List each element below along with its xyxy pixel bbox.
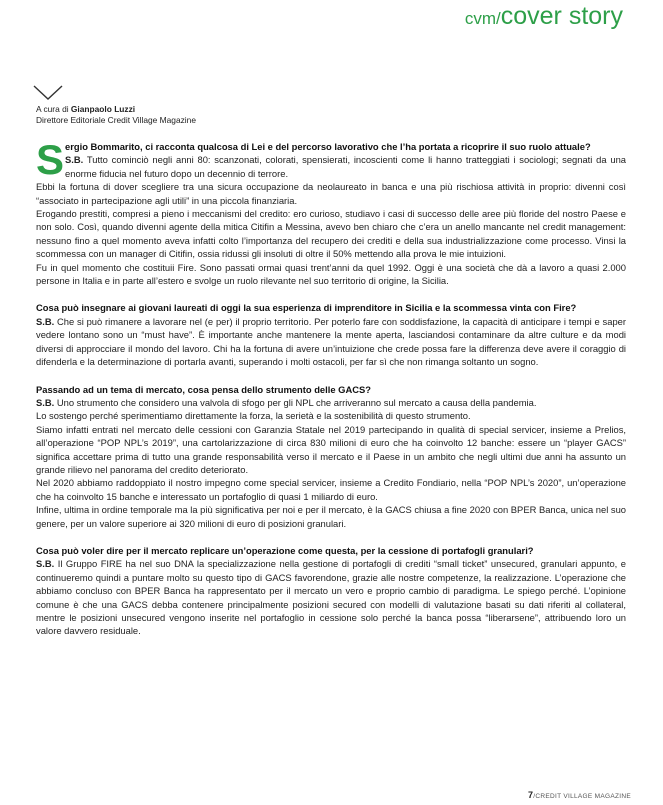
chevron-down-icon (33, 85, 63, 101)
byline-prefix: A cura di (36, 104, 71, 114)
answer-label: S.B. (36, 558, 55, 570)
intro-answer-paragraph (36, 153, 626, 180)
byline (36, 104, 196, 126)
intro-question-text: ergio Bommarito, ci racconta qualcosa di Lei e del percorso lavorativo che l’ha portata a ricoprire il suo ruolo attuale? (65, 141, 591, 152)
answer-label: S.B. (36, 396, 55, 408)
page-number: 7 (527, 790, 534, 800)
article-body (36, 136, 626, 638)
question: Cosa può insegnare ai giovani laureati di oggi la sua esperienza di imprenditore in Sicilia e la scommessa vinta con Fire? (36, 302, 577, 314)
brand-label: cvm/ (464, 9, 501, 28)
question: Passando ad un tema di mercato, cosa pensa dello strumento delle GACS? (36, 383, 371, 395)
intro-answer-paragraph: Fu in quel momento che costituii Fire. Sono passati ormai quasi trent’anni da quel 1992. Oggi è una società che dà a lavoro a quasi 2.000 persone in Italia e in parte all’estero e svolge un ruolo rilevante nel suo territorio di origine, la Sicilia. (36, 261, 626, 287)
byline-author: Gianpaolo Luzzi (70, 104, 136, 114)
answer-paragraph: Siamo infatti entrati nel mercato delle cessioni con Garanzia Statale nel 2019 partecipando in qualità di special servicer, insieme a Prelios, all’operazione “POP NPL’s 2019”, una cartolarizzazione di circa 830 milioni di euro che ha coinvolto 12 banche: essere un “player GACS” significa accettare prima di tutto una grande responsabilità verso il mercato e il Paese in un ambito che negli ultimi due anni ha assunto un grande rilievo nel panorama del credito deteriorato. (36, 423, 626, 475)
drop-cap: S (36, 136, 65, 183)
answer-label: S.B. (36, 315, 55, 327)
answer-paragraph (36, 396, 626, 409)
section-title: cover story (500, 2, 623, 30)
qa-block (36, 544, 626, 638)
intro-answer-paragraph: Erogando prestiti, compresi a pieno i meccanismi del credito: ero curioso, studiavo i casi di successo delle aree più floride del nostro Paese e non solo. Così, quando divenni agente della mitica Citifin a Messina, avevo ben chiaro che c’era un anello mancante nel credit management: nessuno fino a quel momento aveva infatti colto l’importanza del recupero dei crediti e della sua industrializzazione come processo. Vinsi la scommessa con un manager di Citifin, ossia ridussi gli insoluti di oltre il 50% mettendo alla prova le mie intuizioni. (36, 208, 626, 260)
qa-block (36, 301, 626, 368)
answer-label: S.B. (65, 154, 84, 166)
magazine-name: /CREDIT VILLAGE MAGAZINE (533, 793, 631, 800)
intro-answer-text: Tutto cominciò negli anni 80: scanzonati, colorati, spensierati, incoscienti come li hanno tratteggiati i sociologi; segnati da una enorme fiducia nel futuro dopo un decennio di terrore. (65, 154, 626, 179)
answer-paragraph: Infine, ultima in ordine temporale ma la più significativa per noi e per il mercato, è la GACS chiusa a fine 2020 con BPER Banca, unica nel suo genere, per un valore superiore ai 320 milioni di euro di posizioni granulari. (36, 504, 626, 529)
answer-text: Uno strumento che considero una valvola di sfogo per gli NPL che arriveranno sul mercato a causa della pandemia. (54, 396, 537, 408)
question: Cosa può voler dire per il mercato replicare un’operazione come questa, per la cessione di portafogli granulari? (36, 544, 534, 556)
section-header (465, 2, 623, 31)
answer-text: Che si può rimanere a lavorare nel (e per) il proprio territorio. Per poterlo fare con soddisfazione, la capacità di anticipare i tempi e saper vedere lontano sono un “must have”. È importante anche mantenere la mente aperta, lasciandosi contaminare da altre culture e da modi diversi di approcciare il mondo del lavoro. Chi ha la fortuna di avere un’intuizione che crede possa fare la differenza deve avere il coraggio di difenderla e la determinazione di portarla avanti, superando i molti ostacoli, per far sì che non rimanga soltanto un sogno. (36, 315, 626, 368)
answer-paragraph (36, 315, 626, 369)
page-footer (528, 790, 631, 800)
answer-paragraph: Nel 2020 abbiamo raddoppiato il nostro impegno come special servicer, insieme a Credito Fondiario, nella “POP NPL’s 2020”, un’operazione che ha coinvolto 15 banche e interessato un portafoglio di quasi 1 miliardo di euro. (36, 477, 626, 502)
byline-role: Direttore Editoriale Credit Village Magazine (36, 115, 196, 125)
qa-block (36, 383, 626, 530)
answer-paragraph: Lo sostengo perché sperimentiamo direttamente la forza, la serietà e la sostenibilità di questo strumento. (36, 410, 471, 422)
answer-paragraph (36, 557, 626, 637)
answer-text: Il Gruppo FIRE ha nel suo DNA la specializzazione nella gestione di portafogli di crediti “small ticket” unsecured, granulari appunto, e continueremo quindi a puntare molto su questo tipo di GACS favorendone, grazie alle nostre competenze, la realizzazione. L’operazione che abbiamo concluso con BPER Banca ha rappresentato per il mercato un vero e proprio cambio di paradigma. Le spiego perché. L’opinione comune è che una GACS debba contenere principalmente posizioni secured con modelli di valutazione basati su dati riferiti al collateral, mentre le posizioni unsecured vengono inserite nel portafoglio in cessione solo perché la banca possa “liberarsene”, attribuendo loro un valore davvero residuale. (36, 558, 626, 637)
intro-answer-paragraph: Ebbi la fortuna di dover scegliere tra una sicura occupazione da neolaureato in banca e una più rischiosa attività in proprio: divenni così “associato in partecipazione agli utili” in una piccola finanziaria. (36, 181, 626, 206)
